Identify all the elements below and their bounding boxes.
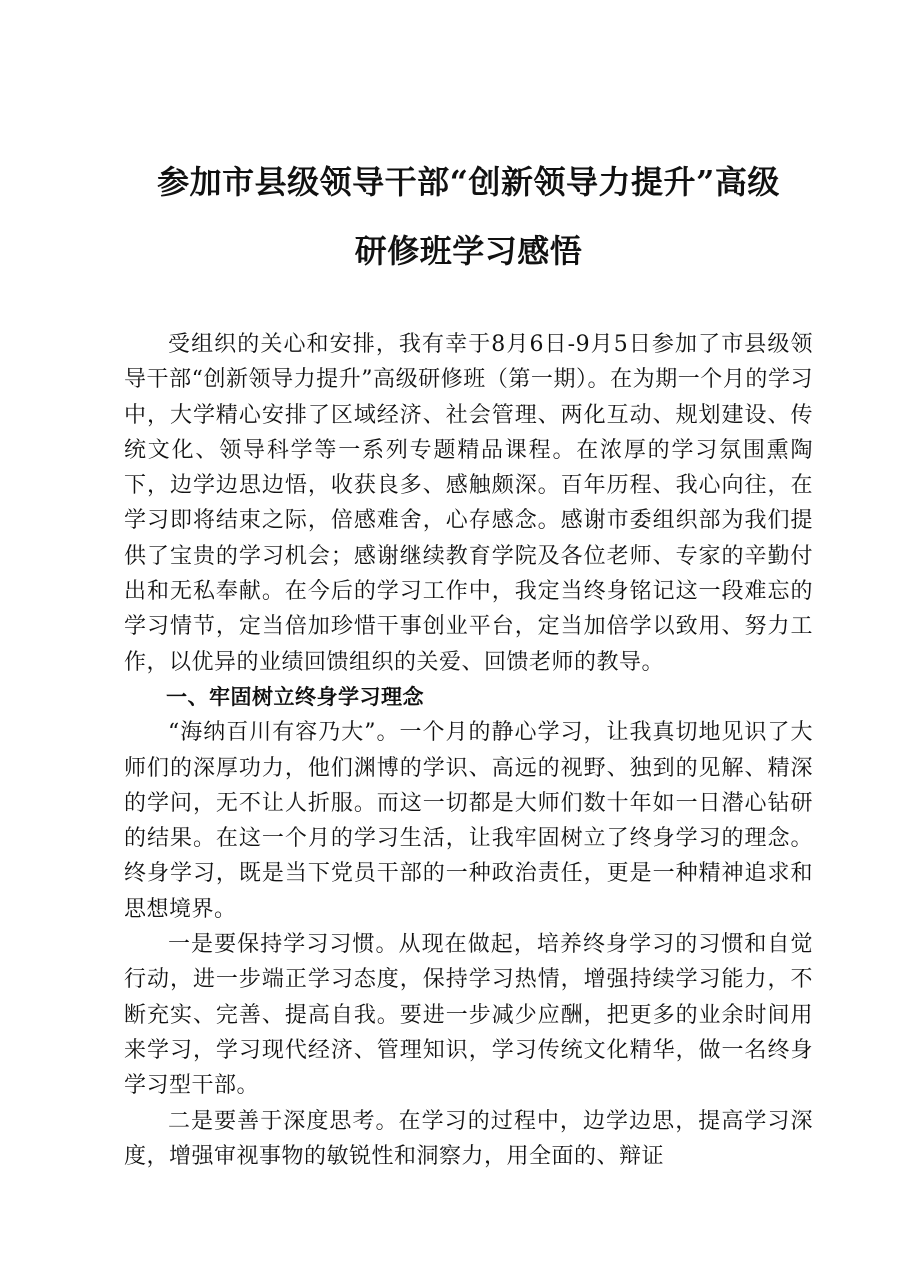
- document-body: [124, 327, 813, 1174]
- section-1-paragraph: “海纳百川有容乃大”。一个月的静心学习，让我真切地见识了大师们的深厚功力，他们渊博的学识、高远的视野、独到的见解、精深的学问，无不让人折服。而这一切都是大师们数十年如一日潜心钻研的结果。在这一个月的学习生活，让我牢固树立了终身学习的理念。终身学习，既是当下党员干部的一种政治责任，更是一种精神追求和思想境界。: [124, 720, 813, 922]
- intro-paragraph: 受组织的关心和安排，我有幸于8月6日-9月5日参加了市县级领导干部“创新领导力提升”高级研修班（第一期）。在为期一个月的学习中，大学精心安排了区域经济、社会管理、两化互动、规划建设、传统文化、领导科学等一系列专题精品课程。在浓厚的学习氛围熏陶下，边学边思边悟，收获良多、感触颇深。百年历程、我心向往，在学习即将结束之际，倍感难舍，心存感念。感谢市委组织部为我们提供了宝贵的学习机会；感谢继续教育学院及各位老师、专家的辛勤付出和无私奉献。在今后的学习工作中，我定当终身铭记这一段难忘的学习情节，定当倍加珍惜干事创业平台，定当加倍学以致用、努力工作，以优异的业绩回馈组织的关爱、回馈老师的教导。: [124, 332, 813, 675]
- point-1-paragraph: 一是要保持学习习惯。从现在做起，培养终身学习的习惯和自觉行动，进一步端正学习态度，保持学习热情，增强持续学习能力，不断充实、完善、提高自我。要进一步减少应酬，把更多的业余时间用来学习，学习现代经济、管理知识，学习传统文化精华，做一名终身学习型干部。: [124, 932, 813, 1099]
- section-heading-1: 一、牢固树立终身学习理念: [166, 684, 424, 709]
- title-line-1: 参加市县级领导干部“创新领导力提升”高级: [157, 163, 780, 201]
- title-line-2: 研修班学习感悟: [354, 232, 583, 270]
- point-2-paragraph: 二是要善于深度思考。在学习的过程中，边学边思，提高学习深度，增强审视事物的敏锐性和洞察力，用全面的、辩证: [124, 1108, 813, 1169]
- document-title: [124, 150, 813, 283]
